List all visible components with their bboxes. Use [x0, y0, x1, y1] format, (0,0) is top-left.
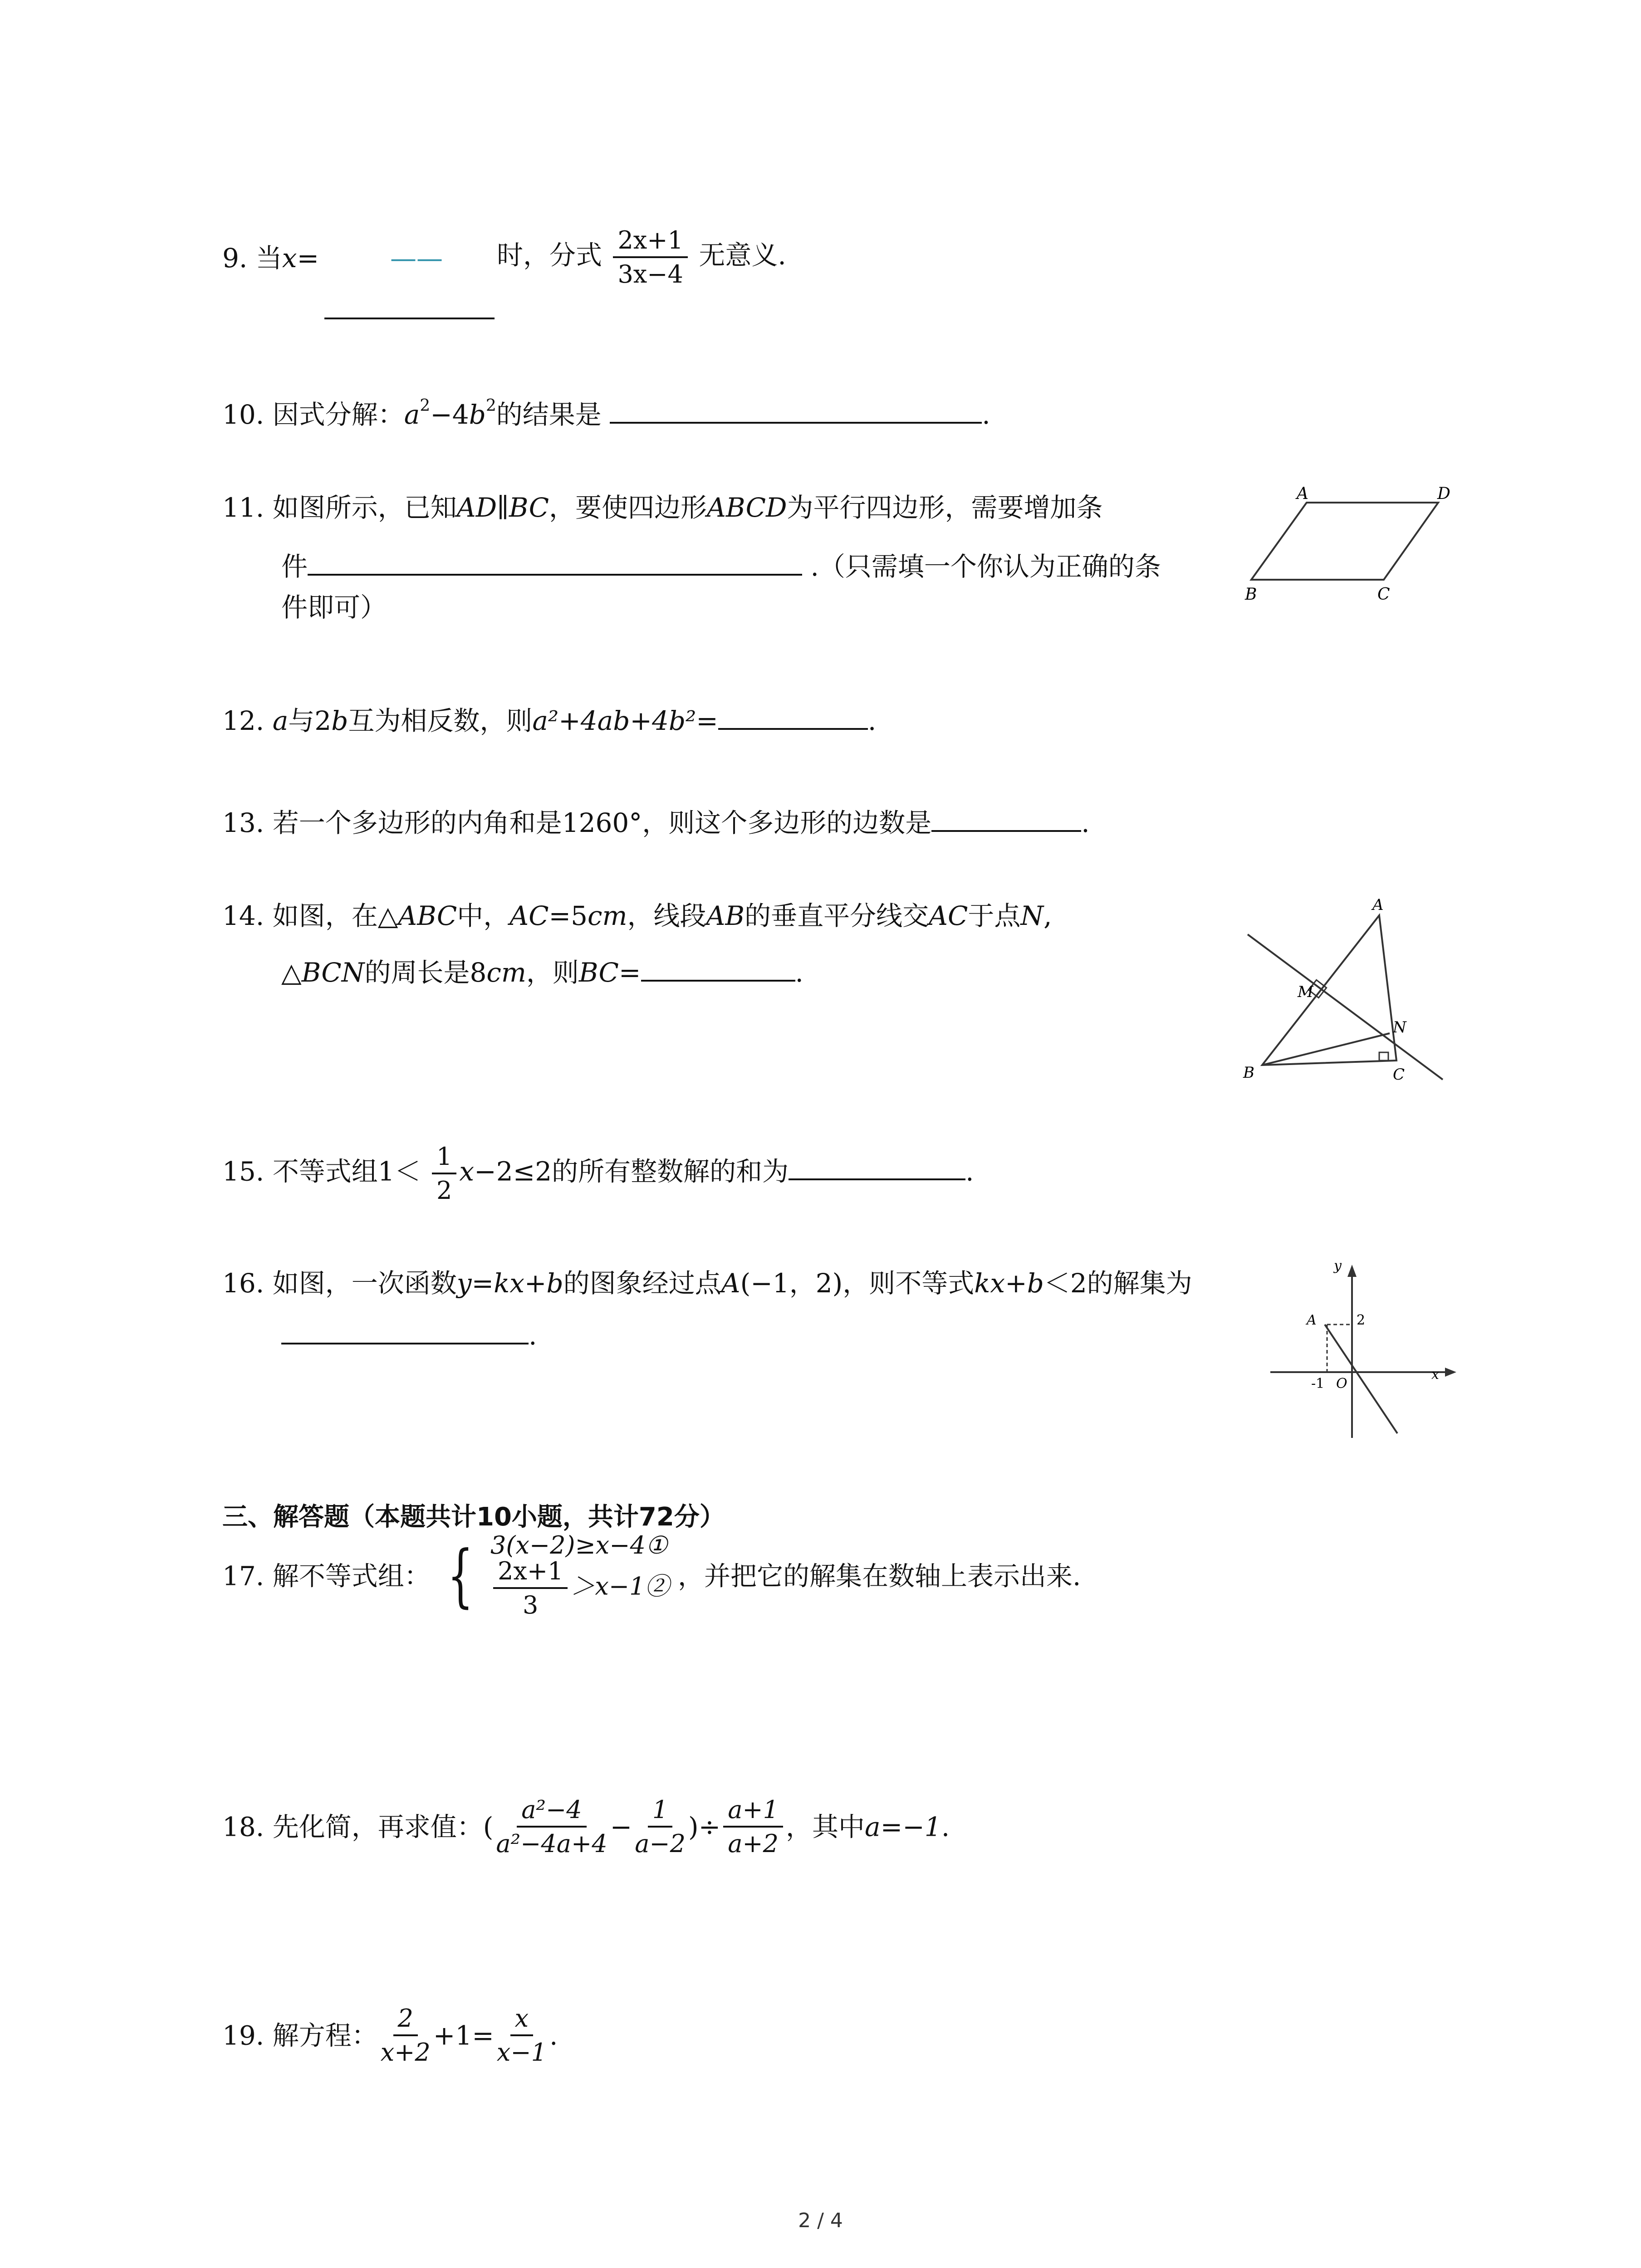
label-b: B [1245, 585, 1257, 604]
question-13: 13. 若一个多边形的内角和是1260°，则这个多边形的边数是 . [222, 803, 1090, 836]
label-a: A [1297, 484, 1308, 503]
fraction: $\frac{2}{x+2}$ [380, 2004, 431, 2067]
label-n: N [1393, 1018, 1406, 1036]
label-a: A [1372, 896, 1384, 914]
linear-function-graph [1266, 1256, 1465, 1442]
fraction: $\frac{a+1}{a+2}$ [723, 1796, 783, 1857]
label-d: D [1437, 484, 1450, 503]
fraction: $\frac{1}{2}$ [432, 1143, 456, 1204]
question-18: 18. 先化简，再求值：( $\frac{\text{a²−4}}{\text{a²−4a+4}}$ − $\frac{1}{a-2}$ )÷ $\frac{a+1}{a+2}$ ，其中a=−1. [222, 1795, 950, 1858]
question-14-line2: △BCN的周长是8cm，则BC= . [281, 953, 803, 986]
question-11-line2: 件 .（只需填一个你认为正确的条 [281, 547, 1161, 580]
answer-mark: —— [390, 243, 443, 274]
fraction: $\frac{2x+1}{3x-4}$ [613, 227, 687, 288]
label-c: C [1393, 1066, 1405, 1084]
perpendicular-bisector-line [1248, 934, 1443, 1080]
question-11-line3: 件即可） [281, 592, 387, 623]
inequality-system: 3(x−2)≥x−4① $\frac{2x+1}{3}$ ＞x−1② [490, 1531, 670, 1620]
answer-blank-10[interactable] [610, 395, 982, 424]
label-c: C [1377, 585, 1390, 604]
page-number: 2 / 4 [798, 2209, 843, 2232]
question-11: 11. 如图所示，已知AD∥BC，要使四边形ABCD为平行四边形，需要增加条 [222, 492, 1103, 523]
question-19: 19. 解方程： $\frac{2}{x+2}$ +1= $\frac{x}{x-1}$ . [222, 2004, 558, 2067]
answer-blank-16[interactable] [281, 1315, 529, 1344]
question-14: 14. 如图，在△ABC中，AC=5cm，线段AB的垂直平分线交AC于点N, [222, 900, 1052, 931]
function-line [1325, 1325, 1397, 1433]
section-title: 三、解答题（本题共计10小题，共计72分） [222, 1502, 725, 1532]
label-point-a: A [1307, 1312, 1317, 1328]
question-16-line2: . [281, 1315, 537, 1349]
answer-blank-13[interactable] [931, 803, 1081, 832]
label-b: B [1243, 1064, 1254, 1082]
answer-blank-9[interactable] [324, 318, 495, 319]
question-9-rest: 时，分式 $\frac{2x+1}{3x-4}$ 无意义. [497, 226, 786, 289]
x-axis-arrow [1445, 1368, 1456, 1377]
question-10: 10. 因式分解：$a^2-4b^2$的结果是 . [222, 395, 990, 428]
label-two: 2 [1357, 1312, 1366, 1328]
label-origin: O [1336, 1376, 1347, 1392]
question-number: 9. [222, 243, 248, 274]
question-15: 15. 不等式组1＜ $\frac{1}{2}$ x−2≤2的所有整数解的和为 . [222, 1142, 974, 1205]
segment-bn [1262, 1033, 1390, 1065]
answer-blank-14[interactable] [641, 953, 795, 982]
triangle-figure [1234, 889, 1461, 1089]
answer-blank-15[interactable] [789, 1151, 965, 1180]
label-y: y [1334, 1258, 1342, 1274]
answer-blank-11[interactable] [308, 547, 802, 576]
label-m: M [1298, 983, 1313, 1001]
question-16: 16. 如图，一次函数y=kx+b的图象经过点A(−1，2)，则不等式kx+b＜2的解集为 [222, 1268, 1192, 1299]
y-axis-arrow [1347, 1265, 1357, 1277]
question-17: 17. 解不等式组： { 3(x−2)≥x−4① $\frac{2x+1}{3}$ ＞x−1② ，并把它的解集在数轴上表示出来. [222, 1531, 1081, 1620]
question-12: 12. a与2b互为相反数，则a²+4ab+4b²= . [222, 701, 876, 734]
label-neg-one: -1 [1311, 1376, 1325, 1392]
system-brace: { [447, 1536, 474, 1616]
triangle-abc [1262, 915, 1396, 1065]
question-9: 9. 当x= [222, 243, 319, 274]
label-x: x [1431, 1367, 1439, 1383]
parallelogram-shape [1251, 503, 1438, 580]
parallelogram-figure [1239, 481, 1465, 617]
fraction: $\frac{\text{a²−4}}{\text{a²−4a+4}}$ [496, 1795, 607, 1858]
fraction: $\frac{1}{a-2}$ [635, 1795, 686, 1858]
answer-blank-12[interactable] [718, 701, 868, 730]
fraction: $\frac{x}{x-1}$ [496, 2004, 547, 2067]
